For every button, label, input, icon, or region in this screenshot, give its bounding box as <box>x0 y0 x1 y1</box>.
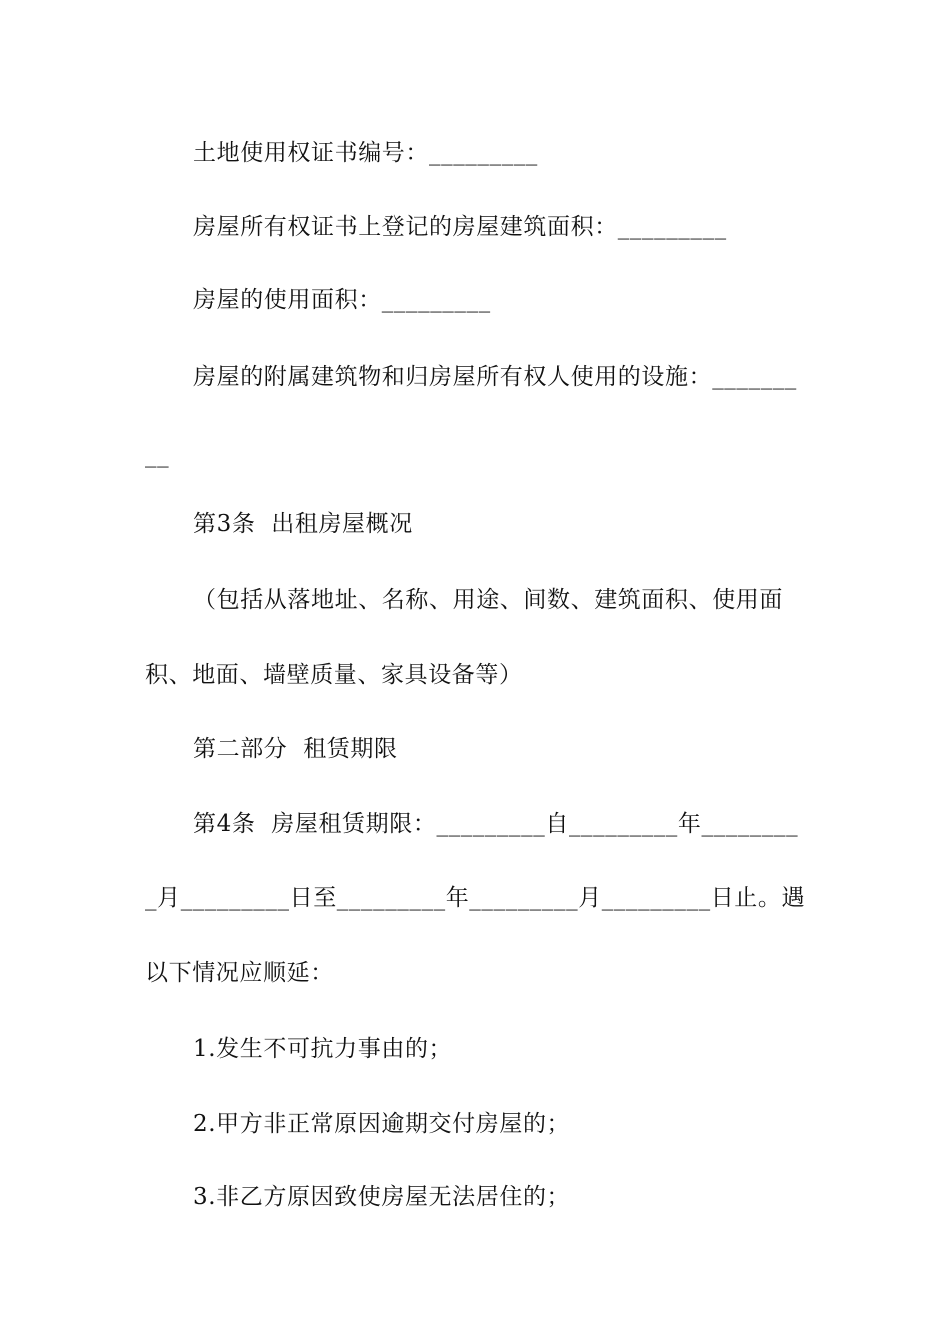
usable-area-line: 房屋的使用面积：_________ <box>193 287 491 313</box>
article-3-description-line-1: （包括从落地址、名称、用途、间数、建筑面积、使用面 <box>193 587 783 613</box>
condition-item-2: 2.甲方非正常原因逾期交付房屋的； <box>193 1111 571 1137</box>
condition-item-3: 3.非乙方原因致使房屋无法居住的； <box>193 1184 571 1210</box>
condition-item-1: 1.发生不可抗力事由的； <box>193 1036 453 1062</box>
article-4-line-2: _月_________日至_________年_________月_________日止。遇 <box>145 885 806 911</box>
article-4-line-3: 以下情况应顺延： <box>145 960 334 986</box>
article-4-line-1: 第4条 房屋租赁期限：_________自_________年________ <box>193 811 799 837</box>
building-area-line: 房屋所有权证书上登记的房屋建筑面积：_________ <box>193 214 727 240</box>
land-certificate-number-line: 土地使用权证书编号：_________ <box>193 140 538 166</box>
article-3-description-line-2: 积、地面、墙壁质量、家具设备等） <box>145 662 523 688</box>
auxiliary-facilities-line: 房屋的附属建筑物和归房屋所有权人使用的设施：_______ <box>193 364 797 390</box>
article-3-heading: 第3条 出租房屋概况 <box>193 511 413 537</box>
part-2-heading: 第二部分 租赁期限 <box>193 736 398 762</box>
auxiliary-facilities-continuation: __ <box>145 442 170 468</box>
